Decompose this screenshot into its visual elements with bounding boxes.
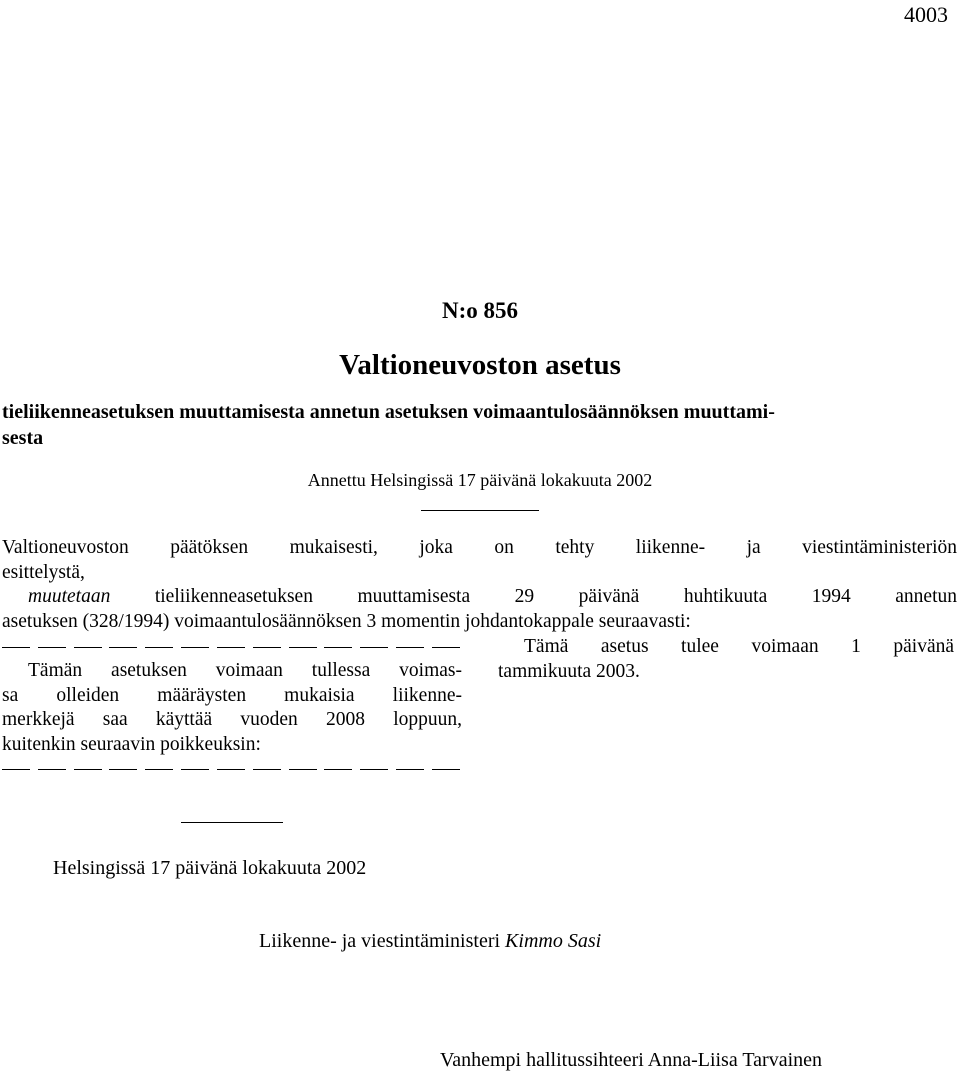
- page-number: 4003: [904, 2, 948, 27]
- left-line-1: Tämän asetuksen voimaan tullessa voimas-: [28, 660, 462, 681]
- act-title-line-1: tieliikenneasetuksen muuttamisesta annetun asetuksen voimaantulosäännöksen muuttami-: [2, 401, 775, 423]
- title-divider: [421, 510, 539, 511]
- preamble: [2, 536, 957, 634]
- preamble-line-2: esittelystä,: [2, 561, 85, 583]
- left-line-3: merkkejä saa käyttää vuoden 2008 loppuun,: [2, 709, 462, 730]
- preamble-line-1: Valtioneuvoston päätöksen mukaisesti, joka on tehty liikenne- ja viestintäministeriön: [2, 537, 957, 558]
- left-column-text: [2, 659, 462, 757]
- right-column-text: [498, 635, 954, 684]
- column-end-divider: [181, 822, 283, 823]
- right-line-1: Tämä asetus tulee voimaan 1 päivänä: [524, 636, 954, 657]
- act-title: [2, 399, 958, 451]
- right-line-2: tammikuuta 2003.: [498, 660, 640, 682]
- statute-number: N:o 856: [441, 298, 519, 323]
- preamble-line-3: [2, 585, 957, 610]
- secretary-signature: Vanhempi hallitussihteeri Anna-Liisa Tarvainen: [440, 1049, 823, 1071]
- left-line-4: kuitenkin seuraavin poikkeuksin:: [2, 733, 261, 755]
- minister-title: Liikenne- ja viestintäministeri: [259, 930, 501, 952]
- act-title-line-2: sesta: [2, 427, 44, 449]
- given-date-line: Annettu Helsingissä 17 päivänä lokakuuta 2002: [307, 470, 653, 490]
- minister-name: Kimmo Sasi: [505, 930, 602, 952]
- signing-place-date: Helsingissä 17 päivänä lokakuuta 2002: [53, 857, 367, 879]
- preamble-line-3-rest: tieliikenneasetuksen muuttamisesta 29 päivänä huhtikuuta 1994 annetun: [110, 586, 957, 607]
- preamble-line-4: asetuksen (328/1994) voimaantulosäännöksen 3 momentin johdantokappale seuraavasti:: [2, 610, 691, 632]
- omission-dashes-top: [2, 647, 460, 648]
- amend-word: muutetaan: [28, 586, 111, 607]
- act-type-heading: Valtioneuvoston asetus: [339, 349, 621, 381]
- minister-signature: [259, 930, 601, 953]
- omission-dashes-bottom: [2, 769, 460, 770]
- left-line-2: sa olleiden määräysten mukaisia liikenne-: [2, 684, 462, 706]
